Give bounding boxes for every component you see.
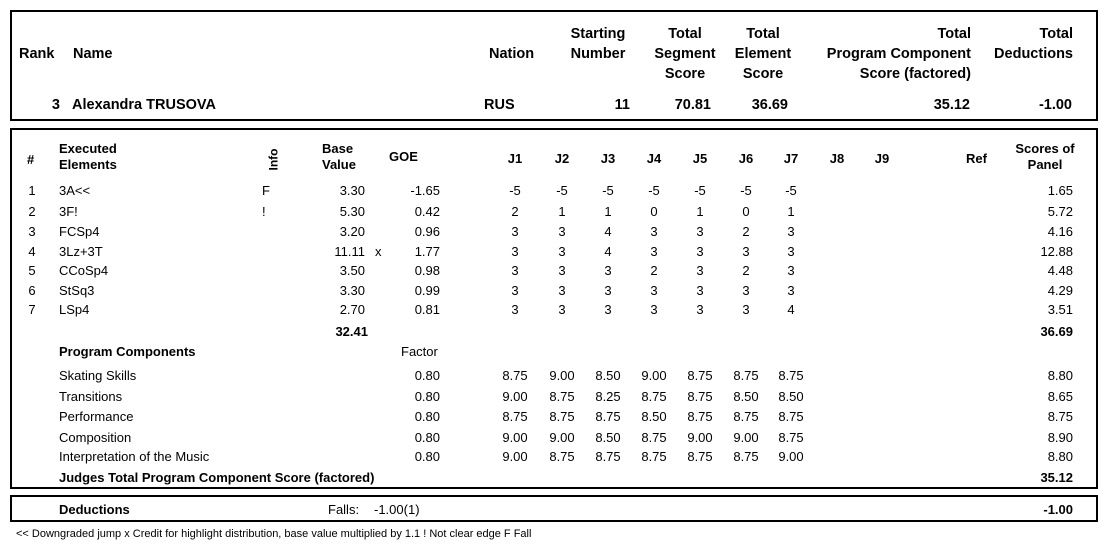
- component-name: Skating Skills: [59, 368, 137, 383]
- component-panel-score: 8.75: [1047, 409, 1073, 424]
- element-judge-score: 3: [742, 283, 750, 298]
- component-panel-score: 8.80: [1047, 449, 1073, 464]
- element-judge-score: 3: [604, 283, 612, 298]
- element-goe: 0.99: [414, 283, 440, 298]
- component-factor: 0.80: [414, 449, 440, 464]
- component-judge-score: 8.50: [733, 389, 759, 404]
- element-judge-score: 3: [696, 263, 704, 278]
- component-judge-score: 8.75: [549, 389, 575, 404]
- element-num: 6: [28, 283, 36, 298]
- element-judge-score: 3: [558, 302, 566, 317]
- element-judge-score: 3: [558, 263, 566, 278]
- starting-number-header: Starting Number: [570, 26, 626, 62]
- component-factor: 0.80: [414, 430, 440, 445]
- element-judge-score: 3: [696, 244, 704, 259]
- component-judge-score: 9.00: [502, 389, 528, 404]
- element-judge-score: 2: [742, 224, 750, 239]
- element-info: !: [262, 204, 266, 219]
- component-judge-score: 8.75: [641, 430, 667, 445]
- element-judge-score: 2: [742, 263, 750, 278]
- component-judge-score: 8.75: [778, 368, 804, 383]
- element-judge-score: 3: [650, 283, 658, 298]
- element-goe: -1.65: [410, 183, 440, 198]
- tes-header: Total Element Score: [734, 26, 792, 82]
- skater-tes: 36.69: [751, 97, 788, 113]
- element-judge-score: 3: [511, 263, 519, 278]
- component-judge-score: 8.75: [687, 389, 713, 404]
- element-judge-score: 3: [511, 224, 519, 239]
- col-scores-header: Scores of Panel: [1015, 141, 1075, 172]
- tes-total: 36.69: [1040, 324, 1073, 339]
- element-goe: 0.42: [414, 204, 440, 219]
- component-judge-score: 8.50: [778, 389, 804, 404]
- col-goe-header: GOE: [389, 149, 418, 164]
- element-panel-score: 5.72: [1047, 204, 1073, 219]
- component-judge-score: 8.25: [595, 389, 621, 404]
- element-judge-score: 3: [742, 302, 750, 317]
- component-judge-score: 9.00: [641, 368, 667, 383]
- element-base-value: 3.30: [339, 283, 365, 298]
- deductions-header: Total Deductions: [994, 26, 1073, 62]
- component-panel-score: 8.80: [1047, 368, 1073, 383]
- judge-header-8: J8: [829, 151, 845, 166]
- component-judge-score: 8.75: [733, 449, 759, 464]
- deductions-box: [10, 495, 1098, 522]
- col-num-header: #: [27, 152, 35, 167]
- element-panel-score: 3.51: [1047, 302, 1073, 317]
- skater-pcs: 35.12: [933, 97, 970, 113]
- pcs-total: 35.12: [1040, 470, 1073, 485]
- component-judge-score: 8.75: [733, 368, 759, 383]
- element-judge-score: 3: [558, 283, 566, 298]
- col-ref-header: Ref: [966, 151, 987, 166]
- element-panel-score: 1.65: [1047, 183, 1073, 198]
- name-header: Name: [73, 46, 113, 62]
- element-judge-score: 3: [696, 224, 704, 239]
- element-judge-score: -5: [602, 183, 614, 198]
- component-judge-score: 8.75: [549, 449, 575, 464]
- component-name: Transitions: [59, 389, 123, 404]
- base-value-total: 32.41: [335, 324, 368, 339]
- element-num: 7: [28, 302, 36, 317]
- component-judge-score: 8.75: [687, 368, 713, 383]
- judge-header-2: J2: [554, 151, 570, 166]
- element-num: 5: [28, 263, 36, 278]
- component-name: Interpretation of the Music: [59, 449, 210, 464]
- component-judge-score: 8.75: [641, 389, 667, 404]
- element-judge-score: 3: [787, 283, 795, 298]
- element-judge-score: 3: [787, 263, 795, 278]
- skater-deductions: -1.00: [1038, 97, 1072, 113]
- skater-name: Alexandra TRUSOVA: [72, 97, 216, 113]
- element-judge-score: -5: [648, 183, 660, 198]
- element-judge-score: 0: [650, 204, 658, 219]
- element-bonus-marker: x: [375, 244, 382, 259]
- element-base-value: 5.30: [339, 204, 365, 219]
- element-judge-score: -5: [785, 183, 797, 198]
- element-name: 3F!: [59, 204, 78, 219]
- component-judge-score: 9.00: [687, 430, 713, 445]
- element-judge-score: 3: [511, 302, 519, 317]
- element-name: FCSp4: [59, 224, 100, 239]
- falls-label: Falls:: [328, 502, 360, 517]
- component-judge-score: 8.75: [687, 409, 713, 424]
- element-panel-score: 12.88: [1040, 244, 1073, 259]
- legend: << Downgraded jump x Credit for highlight distribution, base value multiplied by 1.1 ! Not clear edge F Fall: [16, 528, 532, 540]
- judge-header-1: J1: [507, 151, 523, 166]
- judge-header-9: J9: [874, 151, 890, 166]
- component-factor: 0.80: [414, 409, 440, 424]
- element-judge-score: 4: [787, 302, 795, 317]
- deductions-total: -1.00: [1043, 502, 1073, 517]
- element-judge-score: 4: [604, 244, 612, 259]
- component-judge-score: 9.00: [549, 368, 575, 383]
- component-factor: 0.80: [414, 368, 440, 383]
- rank-header: Rank: [19, 46, 55, 62]
- component-judge-score: 8.50: [595, 368, 621, 383]
- component-name: Composition: [59, 430, 132, 445]
- component-judge-score: 8.75: [778, 409, 804, 424]
- col-elements-header: Executed Elements: [59, 141, 117, 172]
- component-judge-score: 8.75: [733, 409, 759, 424]
- col-info-header: Info: [266, 148, 281, 171]
- element-judge-score: 3: [650, 244, 658, 259]
- element-name: StSq3: [59, 283, 95, 298]
- col-base-header: Base Value: [322, 141, 356, 172]
- element-num: 4: [28, 244, 36, 259]
- component-judge-score: 9.00: [502, 430, 528, 445]
- element-judge-score: -5: [509, 183, 521, 198]
- component-judge-score: 9.00: [502, 449, 528, 464]
- component-judge-score: 8.75: [549, 409, 575, 424]
- element-judge-score: 1: [558, 204, 566, 219]
- element-goe: 1.77: [414, 244, 440, 259]
- element-panel-score: 4.16: [1047, 224, 1073, 239]
- element-judge-score: 3: [604, 302, 612, 317]
- element-judge-score: 3: [511, 283, 519, 298]
- element-name: CCoSp4: [59, 263, 109, 278]
- program-components-label: Program Components: [59, 344, 196, 359]
- element-judge-score: 2: [650, 263, 658, 278]
- element-goe: 0.98: [414, 263, 440, 278]
- element-name: LSp4: [59, 302, 90, 317]
- skater-nation: RUS: [484, 97, 515, 113]
- component-panel-score: 8.65: [1047, 389, 1073, 404]
- skater-tss: 70.81: [674, 97, 711, 113]
- element-judge-score: 3: [742, 244, 750, 259]
- nation-header: Nation: [489, 46, 535, 62]
- judge-header-5: J5: [692, 151, 708, 166]
- element-judge-score: -5: [740, 183, 752, 198]
- skater-starting-number: 11: [614, 97, 630, 113]
- element-judge-score: 3: [558, 244, 566, 259]
- component-judge-score: 8.75: [595, 409, 621, 424]
- element-name: 3Lz+3T: [59, 244, 103, 259]
- component-panel-score: 8.90: [1047, 430, 1073, 445]
- element-judge-score: 4: [604, 224, 612, 239]
- element-judge-score: 3: [604, 263, 612, 278]
- component-judge-score: 8.75: [595, 449, 621, 464]
- component-factor: 0.80: [414, 389, 440, 404]
- component-judge-score: 8.75: [778, 430, 804, 445]
- element-num: 1: [28, 183, 36, 198]
- element-base-value: 2.70: [339, 302, 365, 317]
- element-goe: 0.96: [414, 224, 440, 239]
- tss-header: Total Segment Score: [654, 26, 716, 82]
- deductions-label: Deductions: [59, 502, 130, 517]
- element-base-value: 11.11: [334, 244, 365, 259]
- skater-rank: 3: [51, 97, 60, 113]
- element-panel-score: 4.29: [1047, 283, 1073, 298]
- component-judge-score: 8.75: [502, 368, 528, 383]
- element-judge-score: 3: [696, 302, 704, 317]
- element-judge-score: 3: [558, 224, 566, 239]
- judge-header-6: J6: [738, 151, 754, 166]
- element-judge-score: 2: [511, 204, 519, 219]
- component-judge-score: 8.50: [595, 430, 621, 445]
- element-name: 3A<<: [59, 183, 91, 198]
- element-base-value: 3.50: [339, 263, 365, 278]
- element-judge-score: 3: [650, 224, 658, 239]
- element-judge-score: 3: [696, 283, 704, 298]
- falls-value: -1.00(1): [374, 502, 420, 517]
- component-judge-score: 8.75: [641, 449, 667, 464]
- component-judge-score: 9.00: [733, 430, 759, 445]
- judge-header-4: J4: [646, 151, 662, 166]
- element-panel-score: 4.48: [1047, 263, 1073, 278]
- element-judge-score: 3: [787, 224, 795, 239]
- component-judge-score: 9.00: [549, 430, 575, 445]
- element-base-value: 3.30: [339, 183, 365, 198]
- element-judge-score: 1: [787, 204, 795, 219]
- pcs-total-label: Judges Total Program Component Score (factored): [59, 470, 375, 485]
- element-judge-score: 3: [650, 302, 658, 317]
- component-name: Performance: [59, 409, 134, 424]
- component-judge-score: 9.00: [778, 449, 804, 464]
- element-num: 3: [28, 224, 36, 239]
- element-judge-score: -5: [556, 183, 568, 198]
- element-info: F: [262, 183, 270, 198]
- judge-header-3: J3: [600, 151, 616, 166]
- factor-label: Factor: [401, 344, 438, 359]
- element-goe: 0.81: [414, 302, 440, 317]
- element-judge-score: -5: [694, 183, 706, 198]
- component-judge-score: 8.75: [502, 409, 528, 424]
- element-judge-score: 1: [696, 204, 704, 219]
- component-judge-score: 8.50: [641, 409, 667, 424]
- element-judge-score: 3: [511, 244, 519, 259]
- element-judge-score: 3: [787, 244, 795, 259]
- pcs-header: Total Program Component Score (factored): [826, 26, 971, 82]
- element-judge-score: 0: [742, 204, 750, 219]
- element-base-value: 3.20: [339, 224, 365, 239]
- component-judge-score: 8.75: [687, 449, 713, 464]
- judge-header-7: J7: [783, 151, 799, 166]
- element-num: 2: [28, 204, 36, 219]
- element-judge-score: 1: [604, 204, 612, 219]
